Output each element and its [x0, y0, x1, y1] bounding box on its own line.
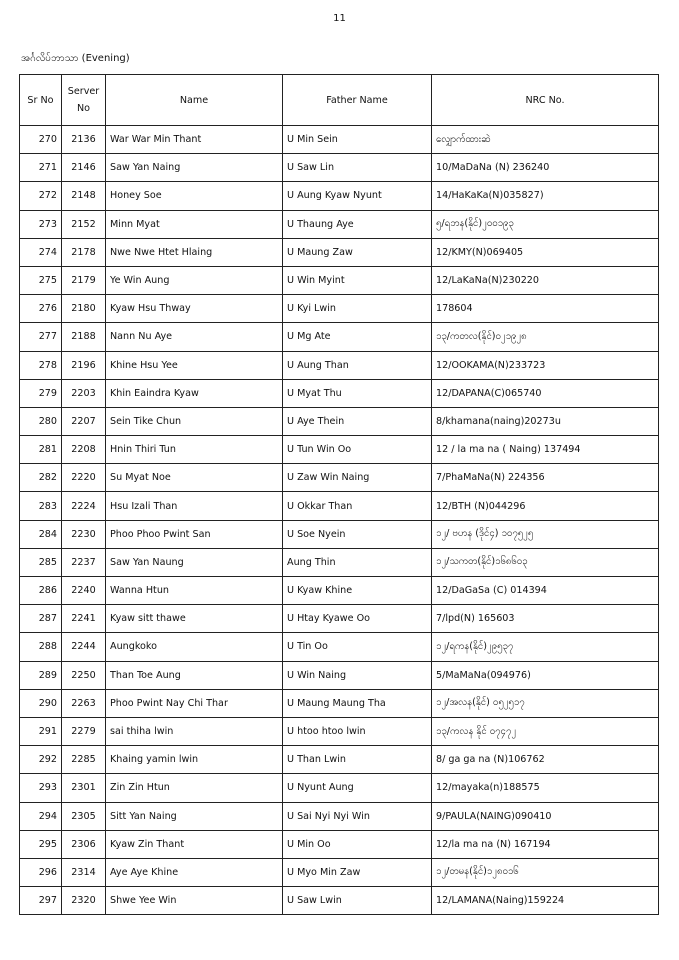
- cell-sr-no: 292: [20, 746, 62, 774]
- cell-father-name: U Maung Maung Tha: [283, 689, 432, 717]
- cell-name: Wanna Htun: [106, 577, 283, 605]
- cell-server-no: 2320: [62, 887, 106, 915]
- cell-father-name: U Win Myint: [283, 266, 432, 294]
- cell-sr-no: 276: [20, 295, 62, 323]
- table-row: [20, 464, 659, 492]
- cell-server-no: 2148: [62, 182, 106, 210]
- cell-sr-no: 271: [20, 154, 62, 182]
- cell-nrc-no: ၁၃/ကတလ(နိုင်)၀၂၁၉၂၈: [432, 323, 659, 351]
- cell-nrc-no: 5/MaMaNa(094976): [432, 661, 659, 689]
- cell-sr-no: 296: [20, 858, 62, 886]
- cell-sr-no: 289: [20, 661, 62, 689]
- cell-father-name: U Aye Thein: [283, 407, 432, 435]
- table-row: [20, 295, 659, 323]
- cell-server-no: 2180: [62, 295, 106, 323]
- cell-server-no: 2250: [62, 661, 106, 689]
- cell-father-name: U htoo htoo lwin: [283, 717, 432, 745]
- cell-father-name: U Min Oo: [283, 830, 432, 858]
- cell-sr-no: 281: [20, 436, 62, 464]
- cell-server-no: 2136: [62, 126, 106, 154]
- table-row: [20, 238, 659, 266]
- cell-server-no: 2237: [62, 548, 106, 576]
- cell-father-name: Aung Thin: [283, 548, 432, 576]
- cell-nrc-no: 12/DAPANA(C)065740: [432, 379, 659, 407]
- cell-name: Honey Soe: [106, 182, 283, 210]
- header-nrc-no: NRC No.: [432, 75, 659, 126]
- cell-name: Nann Nu Aye: [106, 323, 283, 351]
- cell-server-no: 2146: [62, 154, 106, 182]
- table-row: [20, 577, 659, 605]
- table-row: [20, 548, 659, 576]
- cell-server-no: 2241: [62, 605, 106, 633]
- cell-name: Sein Tike Chun: [106, 407, 283, 435]
- cell-sr-no: 284: [20, 520, 62, 548]
- cell-nrc-no: 12/DaGaSa (C) 014394: [432, 577, 659, 605]
- header-sr-no: Sr No: [20, 75, 62, 126]
- cell-nrc-no: ၅/ရဘန(နိုင်)၂၀၀၁၉၃: [432, 210, 659, 238]
- table-row: [20, 858, 659, 886]
- cell-nrc-no: 12/LAMANA(Naing)159224: [432, 887, 659, 915]
- cell-father-name: U Soe Nyein: [283, 520, 432, 548]
- cell-nrc-no: 12/LaKaNa(N)230220: [432, 266, 659, 294]
- cell-nrc-no: 9/PAULA(NAING)090410: [432, 802, 659, 830]
- table-row: [20, 436, 659, 464]
- cell-sr-no: 288: [20, 633, 62, 661]
- table-row: [20, 492, 659, 520]
- table-row: [20, 266, 659, 294]
- cell-father-name: U Tin Oo: [283, 633, 432, 661]
- cell-name: Kyaw Zin Thant: [106, 830, 283, 858]
- header-name: Name: [106, 75, 283, 126]
- cell-name: Shwe Yee Win: [106, 887, 283, 915]
- table-row: [20, 802, 659, 830]
- cell-name: Kyaw sitt thawe: [106, 605, 283, 633]
- cell-sr-no: 290: [20, 689, 62, 717]
- cell-server-no: 2152: [62, 210, 106, 238]
- cell-nrc-no: လျှောက်ထားဆဲ: [432, 126, 659, 154]
- table-row: [20, 717, 659, 745]
- cell-nrc-no: ၁၃/ကလန နိုင် ၀၇၄၇၂: [432, 717, 659, 745]
- cell-nrc-no: 178604: [432, 295, 659, 323]
- cell-sr-no: 277: [20, 323, 62, 351]
- cell-sr-no: 274: [20, 238, 62, 266]
- cell-sr-no: 295: [20, 830, 62, 858]
- cell-name: Phoo Pwint Nay Chi Thar: [106, 689, 283, 717]
- student-roster-table: [19, 74, 659, 915]
- cell-sr-no: 294: [20, 802, 62, 830]
- page-number: 11: [333, 13, 346, 24]
- cell-father-name: U Kyaw Khine: [283, 577, 432, 605]
- cell-father-name: U Myat Thu: [283, 379, 432, 407]
- cell-father-name: U Htay Kyawe Oo: [283, 605, 432, 633]
- cell-father-name: U Kyi Lwin: [283, 295, 432, 323]
- header-server-no-line1: Server: [67, 86, 100, 97]
- header-row: [20, 75, 659, 126]
- cell-sr-no: 291: [20, 717, 62, 745]
- cell-nrc-no: ၁၂/ ဗဟန (ဒိုင်၄) ၁၀၇၅၂၅: [432, 520, 659, 548]
- cell-server-no: 2230: [62, 520, 106, 548]
- cell-sr-no: 282: [20, 464, 62, 492]
- cell-father-name: U Zaw Win Naing: [283, 464, 432, 492]
- cell-name: sai thiha lwin: [106, 717, 283, 745]
- cell-nrc-no: 10/MaDaNa (N) 236240: [432, 154, 659, 182]
- table-header: [20, 75, 659, 126]
- cell-father-name: U Myo Min Zaw: [283, 858, 432, 886]
- table-row: [20, 633, 659, 661]
- cell-sr-no: 285: [20, 548, 62, 576]
- cell-server-no: 2263: [62, 689, 106, 717]
- cell-server-no: 2188: [62, 323, 106, 351]
- cell-server-no: 2224: [62, 492, 106, 520]
- table-row: [20, 746, 659, 774]
- table-row: [20, 323, 659, 351]
- cell-father-name: U Okkar Than: [283, 492, 432, 520]
- cell-server-no: 2285: [62, 746, 106, 774]
- table-row: [20, 605, 659, 633]
- cell-nrc-no: 7/lpd(N) 165603: [432, 605, 659, 633]
- cell-name: War War Min Thant: [106, 126, 283, 154]
- cell-server-no: 2244: [62, 633, 106, 661]
- cell-father-name: U Win Naing: [283, 661, 432, 689]
- cell-name: Zin Zin Htun: [106, 774, 283, 802]
- table-row: [20, 351, 659, 379]
- cell-server-no: 2203: [62, 379, 106, 407]
- table-row: [20, 520, 659, 548]
- cell-father-name: U Tun Win Oo: [283, 436, 432, 464]
- cell-nrc-no: 12/OOKAMA(N)233723: [432, 351, 659, 379]
- table-row: [20, 830, 659, 858]
- cell-sr-no: 270: [20, 126, 62, 154]
- cell-name: Than Toe Aung: [106, 661, 283, 689]
- cell-name: Sitt Yan Naing: [106, 802, 283, 830]
- cell-nrc-no: 14/HaKaKa(N)035827): [432, 182, 659, 210]
- cell-nrc-no: 12/BTH (N)044296: [432, 492, 659, 520]
- table-row: [20, 689, 659, 717]
- cell-server-no: 2314: [62, 858, 106, 886]
- cell-nrc-no: ၁၂/သကတ(နိုင်)၁၆၈၆၀၃: [432, 548, 659, 576]
- cell-name: Ye Win Aung: [106, 266, 283, 294]
- cell-server-no: 2305: [62, 802, 106, 830]
- cell-father-name: U Sai Nyi Nyi Win: [283, 802, 432, 830]
- cell-server-no: 2306: [62, 830, 106, 858]
- cell-name: Phoo Phoo Pwint San: [106, 520, 283, 548]
- cell-nrc-no: 12/mayaka(n)188575: [432, 774, 659, 802]
- cell-name: Khine Hsu Yee: [106, 351, 283, 379]
- cell-nrc-no: ၁၂/ရကန(နိုင်)၂၉၅၃၇: [432, 633, 659, 661]
- cell-nrc-no: 7/PhaMaNa(N) 224356: [432, 464, 659, 492]
- cell-father-name: U Aung Kyaw Nyunt: [283, 182, 432, 210]
- cell-sr-no: 280: [20, 407, 62, 435]
- table-row: [20, 661, 659, 689]
- table-row: [20, 774, 659, 802]
- cell-name: Aye Aye Khine: [106, 858, 283, 886]
- cell-server-no: 2196: [62, 351, 106, 379]
- cell-name: Saw Yan Naing: [106, 154, 283, 182]
- cell-sr-no: 293: [20, 774, 62, 802]
- cell-name: Aungkoko: [106, 633, 283, 661]
- cell-name: Saw Yan Naung: [106, 548, 283, 576]
- table-row: [20, 126, 659, 154]
- cell-name: Khaing yamin lwin: [106, 746, 283, 774]
- header-father-name: Father Name: [283, 75, 432, 126]
- table-row: [20, 379, 659, 407]
- cell-name: Su Myat Noe: [106, 464, 283, 492]
- cell-sr-no: 273: [20, 210, 62, 238]
- cell-nrc-no: 8/khamana(naing)20273u: [432, 407, 659, 435]
- cell-nrc-no: 12/KMY(N)069405: [432, 238, 659, 266]
- cell-server-no: 2220: [62, 464, 106, 492]
- cell-father-name: U Thaung Aye: [283, 210, 432, 238]
- cell-sr-no: 297: [20, 887, 62, 915]
- cell-server-no: 2208: [62, 436, 106, 464]
- cell-sr-no: 283: [20, 492, 62, 520]
- cell-sr-no: 278: [20, 351, 62, 379]
- cell-nrc-no: ၁၂/တမန(နိုင်)၁၂၈၀၁၆: [432, 858, 659, 886]
- cell-name: Hnin Thiri Tun: [106, 436, 283, 464]
- cell-name: Hsu Izali Than: [106, 492, 283, 520]
- header-server-no-line2: No: [76, 103, 91, 114]
- cell-father-name: U Nyunt Aung: [283, 774, 432, 802]
- cell-sr-no: 286: [20, 577, 62, 605]
- cell-father-name: U Maung Zaw: [283, 238, 432, 266]
- cell-name: Minn Myat: [106, 210, 283, 238]
- cell-server-no: 2178: [62, 238, 106, 266]
- cell-father-name: U Saw Lin: [283, 154, 432, 182]
- cell-server-no: 2240: [62, 577, 106, 605]
- cell-sr-no: 275: [20, 266, 62, 294]
- cell-server-no: 2179: [62, 266, 106, 294]
- table-row: [20, 210, 659, 238]
- table-body: [20, 126, 659, 915]
- cell-sr-no: 287: [20, 605, 62, 633]
- cell-father-name: U Than Lwin: [283, 746, 432, 774]
- table-row: [20, 182, 659, 210]
- cell-sr-no: 272: [20, 182, 62, 210]
- cell-father-name: U Mg Ate: [283, 323, 432, 351]
- cell-father-name: U Aung Than: [283, 351, 432, 379]
- cell-server-no: 2207: [62, 407, 106, 435]
- cell-name: Kyaw Hsu Thway: [106, 295, 283, 323]
- table-row: [20, 887, 659, 915]
- cell-father-name: U Min Sein: [283, 126, 432, 154]
- header-server-no: [62, 75, 106, 126]
- cell-sr-no: 279: [20, 379, 62, 407]
- section-title: အင်္ဂလိပ်ဘာသာ (Evening): [21, 53, 130, 64]
- cell-server-no: 2301: [62, 774, 106, 802]
- cell-nrc-no: 12 / la ma na ( Naing) 137494: [432, 436, 659, 464]
- cell-nrc-no: ၁၂/အလန(နိုင်) ၀၅၂၅၁၇: [432, 689, 659, 717]
- table-row: [20, 154, 659, 182]
- cell-nrc-no: 8/ ga ga na (N)106762: [432, 746, 659, 774]
- table-row: [20, 407, 659, 435]
- cell-server-no: 2279: [62, 717, 106, 745]
- cell-name: Nwe Nwe Htet Hlaing: [106, 238, 283, 266]
- cell-father-name: U Saw Lwin: [283, 887, 432, 915]
- cell-name: Khin Eaindra Kyaw: [106, 379, 283, 407]
- cell-nrc-no: 12/la ma na (N) 167194: [432, 830, 659, 858]
